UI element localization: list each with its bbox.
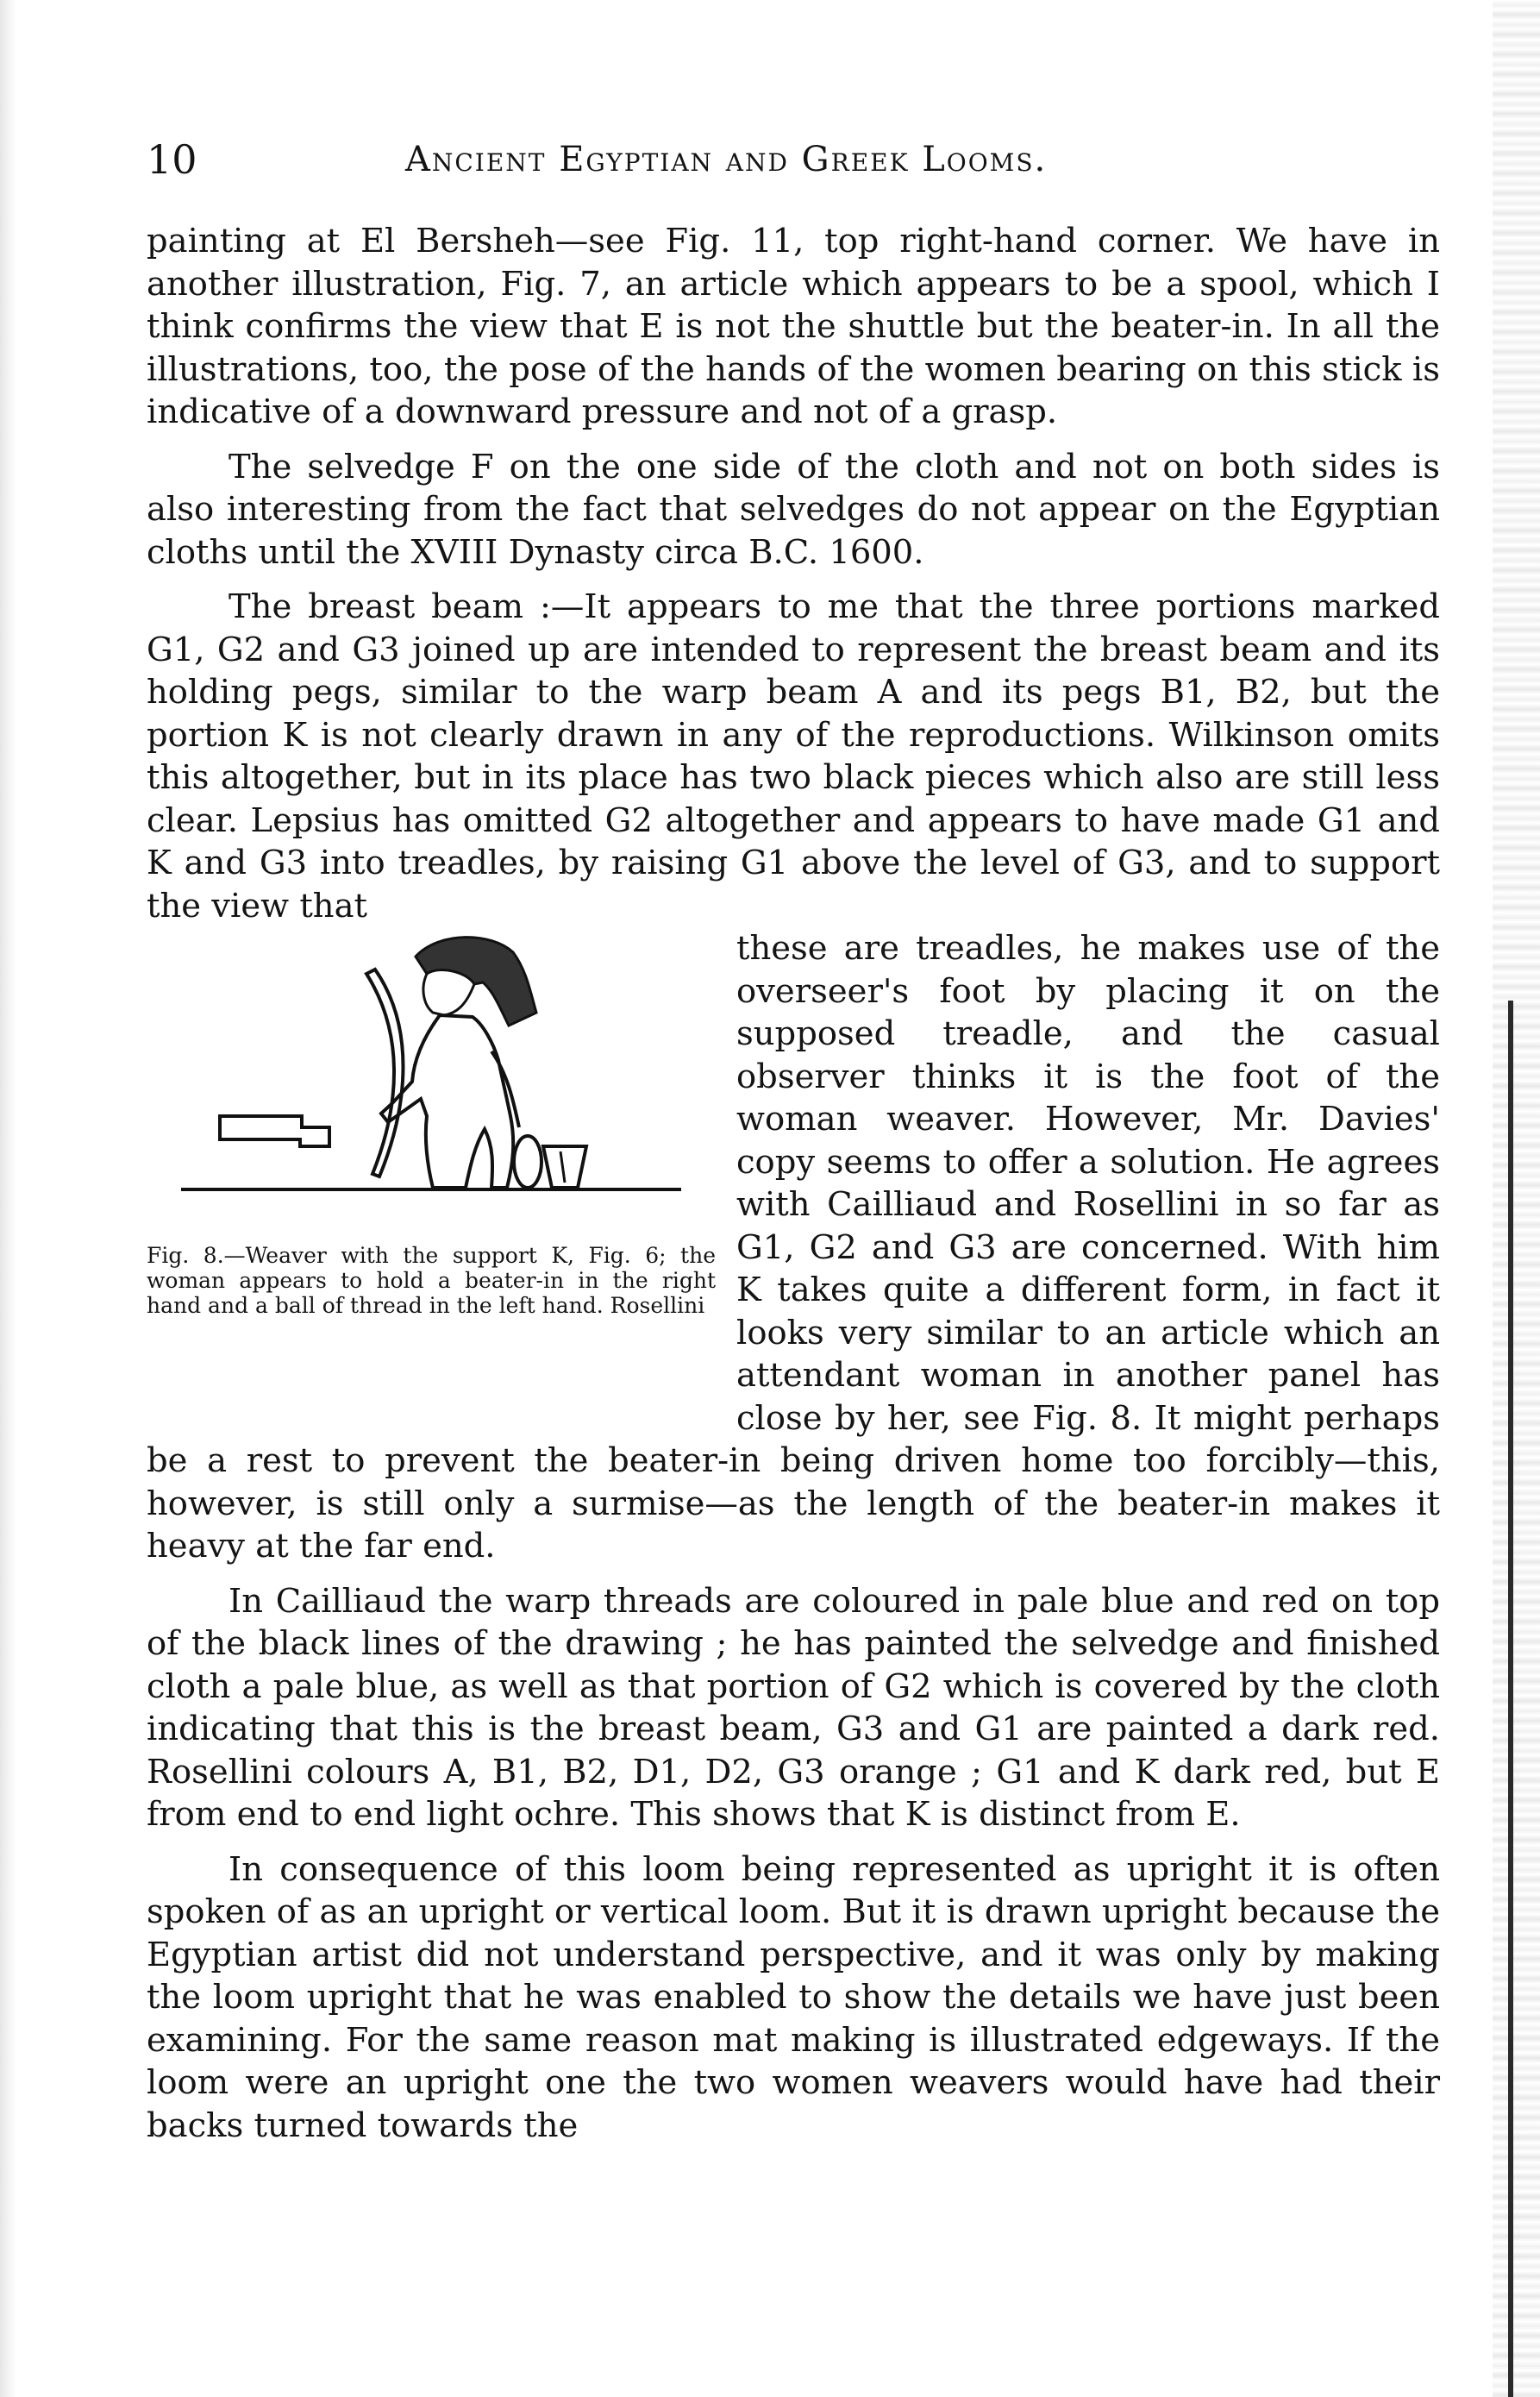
scan-edge-left [0,0,17,2397]
binding-rule [1508,1001,1513,2397]
running-title: Ancient Egyptian and Greek Looms. [405,140,1048,179]
scan-edge-right [1493,0,1540,2397]
body-text [147,220,1440,2147]
running-head [147,136,1199,197]
paragraph-5: In consequence of this loom being represented as upright it is often spoken of as an upright or vertical loom. But it is drawn upright because the Egyptian artist did not understand perspective, and it was only by making the loom upright that he was enabled to show the details we have just been examining. For the same reason mat making is illustrated edgeways. If the loom were an upright one the two women weavers would have had their backs turned towards the [147,1849,1440,2145]
paragraph-1: painting at El Bersheh—see Fig. 11, top right-hand corner. We have in another illustration, Fig. 7, an article which appears to be a spool, which I think confirms the view that E is not the shuttle but the beater-in. In all the illustrations, too, the pose of the hands of the women bearing on this stick is indicative of a downward pressure and not of a grasp. [147,222,1440,431]
book-page [138,129,1449,2363]
thread-ball [514,1136,542,1188]
figure-caption: Fig. 8.—Weaver with the support K, Fig. 6; the woman appears to hold a beater-in in the right hand and a ball of thread in the left hand. Rosellini [147,1243,716,1318]
paragraph-4: In Cailliaud the warp threads are coloured in pale blue and red on top of the black lines of the drawing ; he has painted the selvedge and finished cloth a pale blue, as well as that portion of G2 which is covered by the cloth indicating that this is the breast beam, G3 and G1 are painted a dark red. Rosellini colours A, B1, B2, D1, D2, G3 orange ; G1 and K dark red, but E from end to end light ochre. This shows that K is distinct from E. [147,1581,1440,1834]
face [423,974,474,1015]
paragraph-3-continued: these are treadles, he makes use of the overseer's foot by placing it on the supposed treadle, and the casual observer thinks it is the foot of the woman weaver. However, Mr. Davies' copy seems to offer a solution. He agrees with Cailliaud and Rosellini in so far as G1, G2 and G3 are concerned. With him K takes quite a different form, in fact it looks very similar to an article which an attendant woman in another panel has close by her, see Fig. 8. It might perhaps be a rest to prevent the beater-in being driven home too forcibly—this, however, is still only a surmise—as the length of the beater-in makes it heavy at the far end. [147,929,1440,1566]
beater-in-stick [366,969,404,1177]
weaver-illustration [181,931,698,1233]
page-number: 10 [147,136,197,183]
figure-8 [147,931,716,1414]
support-k-shape [220,1116,329,1146]
paragraph-3: The breast beam :—It appears to me that the three portions marked G1, G2 and G3 joined up are intended to represent the breast beam and its holding pegs, similar to the warp beam A and its pegs B1, B2, but the portion K is not clearly drawn in any of the reproductions. Wilkinson omits this altogether, but in its place has two black pieces which also are still less clear. Lepsius has omitted G2 altogether and appears to have made G1 and K and G3 into treadles, by raising G1 above the level of G3, and to support the view that [147,587,1440,926]
paragraph-2: The selvedge F on the one side of the cloth and not on both sides is also interesting from the fact that selvedges do not appear on the Egyptian cloths until the XVIII Dynasty circa B.C. 1600. [147,447,1440,572]
